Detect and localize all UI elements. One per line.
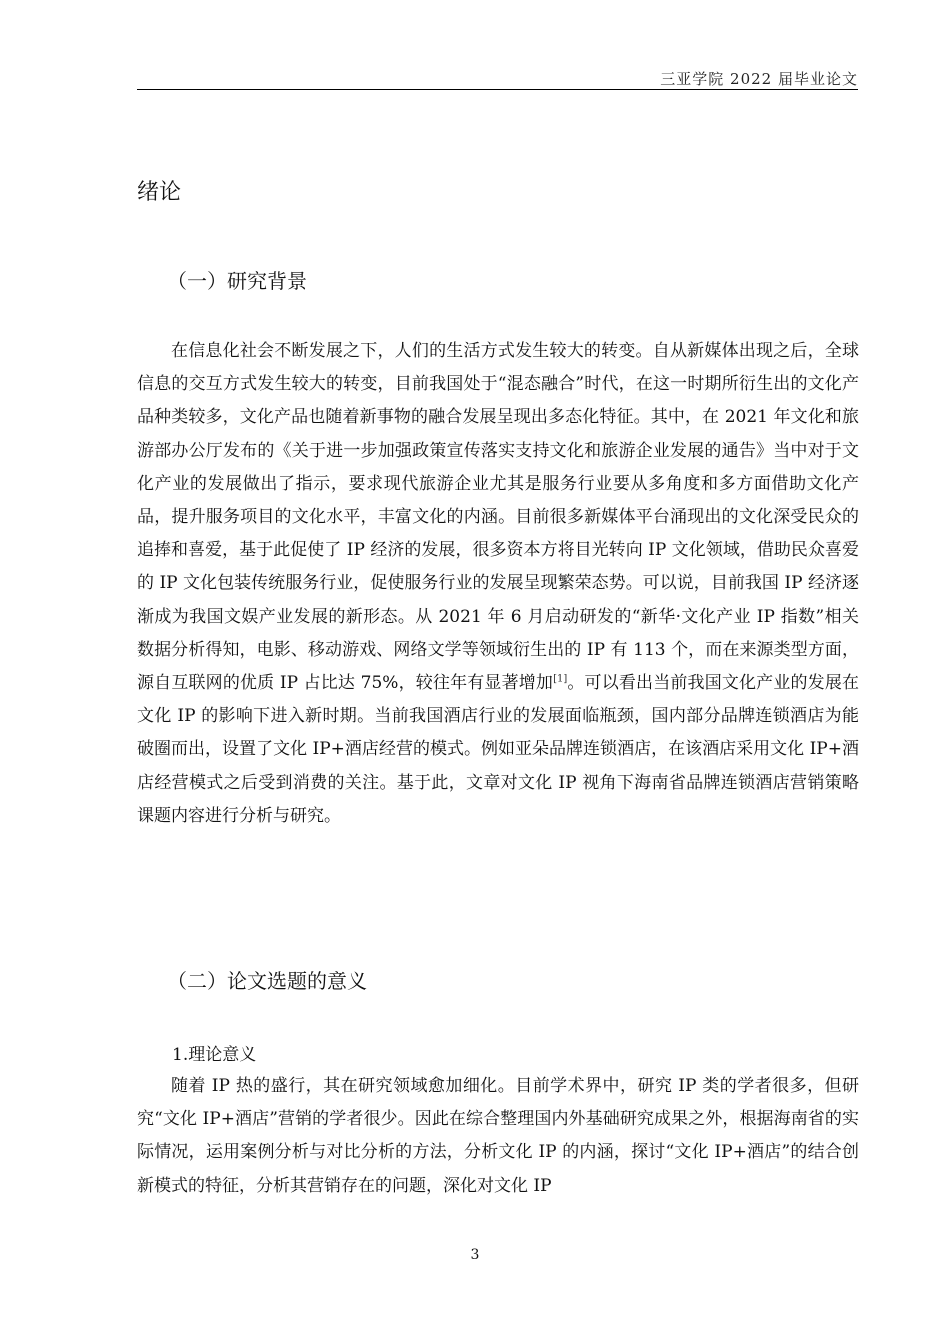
citation-ref[interactable]: [1] [553,673,568,685]
background-paragraph-block [137,335,859,833]
background-text-part2: 。可以看出当前我国文化产业的发展在文化 IP 的影响下进入新时期。当前我国酒店行业的发展面临瓶颈，国内部分品牌连锁酒店为能破圈而出，设置了文化 IP+酒店经营的模式。例如亚朵品牌连锁酒店，在该酒店采用文化 IP+酒店经营模式之后受到消费的关注。基于此，文章对文化 IP 视角下海南省品牌连锁酒店营销策略课题内容进行分析与研究。 [137,673,860,826]
header-text: 三亚学院 2022 届毕业论文 [660,70,858,88]
section-title-background: （一）研究背景 [167,269,307,293]
background-paragraph [137,335,859,833]
subheading-theory: 1.理论意义 [172,1045,257,1065]
background-text-part1: 在信息化社会不断发展之下，人们的生活方式发生较大的转变。自从新媒体出现之后，全球信息的交互方式发生较大的转变，目前我国处于“混态融合”时代，在这一时期所衍生出的文化产品种类较多，文化产品也随着新事物的融合发展呈现出多态化特征。其中，在 2021 年文化和旅游部办公厅发布的《关于进一步加强政策宣传落实支持文化和旅游企业发展的通告》当中对于文化产业的发展做出了指示，要求现代旅游企业尤其是服务行业要从多角度和多方面借助文化产品，提升服务项目的文化水平，丰富文化的内涵。目前很多新媒体平台涌现出的文化深受民众的追捧和喜爱，基于此促使了 IP 经济的发展，很多资本方将目光转向 IP 文化领域，借助民众喜爱的 IP 文化包装传统服务行业，促使服务行业的发展呈现繁荣态势。可以说，目前我国 IP 经济逐渐成为我国文娱产业发展的新形态。从 2021 年 6 月启动研发的“新华·文化产业 IP 指数”相关数据分析得知，电影、移动游戏、网络文学等领域衍生出的 IP 有 113 个，而在来源类型方面，源自互联网的优质 IP 占比达 75%，较往年有显著增加 [137,341,859,694]
significance-paragraph-block [137,1070,859,1203]
section-title-significance: （二）论文选题的意义 [167,969,367,993]
page-number: 3 [470,1247,480,1263]
significance-paragraph: 随着 IP 热的盛行，其在研究领域愈加细化。目前学术界中，研究 IP 类的学者很多，但研究“文化 IP+酒店”营销的学者很少。因此在综合整理国内外基础研究成果之外，根据海南省的实际情况，运用案例分析与对比分析的方法，分析文化 IP 的内涵，探讨“文化 IP+酒店”的结合创新模式的特征，分析其营销存在的问题，深化对文化 IP [137,1076,859,1196]
header-rule [137,89,858,90]
chapter-title: 绪论 [137,180,182,205]
